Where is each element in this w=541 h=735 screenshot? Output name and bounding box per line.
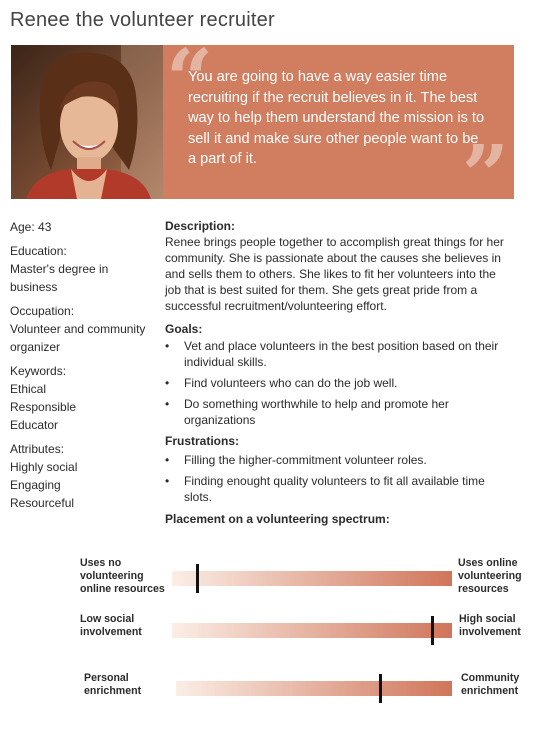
attribute: Engaging [10,478,61,492]
education [10,242,155,296]
frustration-text: Filling the higher-commitment volunteer roles. [184,453,427,467]
spectrum-marker [196,564,199,593]
keywords [10,362,155,434]
goals-list [165,338,515,428]
persona-title: Renee the volunteer recruiter [10,9,275,31]
quote-box [163,32,514,224]
spectrum-marker [431,616,434,645]
bullet-icon: • [165,474,170,488]
spectrum-bar [172,571,452,586]
description-text: Renee brings people together to accomplish great things for her community. She is passionate about the causes she believes in and sells them to others. She likes to fit her volunteers into the job that is best suited for them. She gets great pride from a successful recruitment/volunteering effort. [165,235,504,313]
goal-text: Vet and place volunteers in the best position based on their individual skills. [184,339,499,369]
spectrum-bar [172,623,452,638]
persona-quote: You are going to have a way easier time recruiting if the recruit believes in it. The best way to help them understand the mission is to sell it and make sure other people want to be a part of it. [188,69,485,167]
spectrum-left-label: Low social involvement [80,613,142,638]
bullet-icon: • [165,397,170,411]
bullet-icon: • [165,376,170,390]
spectrum-right-label: Community enrichment [461,672,520,697]
list-item [165,338,515,370]
occupation [10,302,155,356]
frustrations-label: Frustrations: [165,434,240,448]
occupation-value: Volunteer and community organizer [10,322,146,354]
goals-label: Goals: [165,322,203,336]
spectrum-title: Placement on a volunteering spectrum: [165,512,390,526]
education-label: Education: [10,244,67,258]
frustration-text: Finding enought quality volunteers to fit all available time slots. [184,474,485,504]
keyword: Responsible [10,400,77,414]
persona-facts [10,218,155,518]
frustrations-list [165,452,515,505]
list-item [165,452,515,468]
open-quote-icon: “ [166,32,214,128]
list-item [165,473,515,505]
list-item [165,375,515,391]
persona-photo [11,45,163,199]
persona-details [165,218,515,527]
spectrum-left-label: Uses no volunteering online resources [80,557,165,595]
spectrum-left-label: Personal enrichment [84,672,142,697]
goal-text: Do something worthwhile to help and promote her organizations [184,397,449,427]
occupation-label: Occupation: [10,304,75,318]
attribute: Resourceful [10,496,75,510]
education-value: Master's degree in business [10,262,109,294]
description-label: Description: [165,219,236,233]
description-section [165,218,515,314]
attribute: Highly social [10,460,78,474]
bullet-icon: • [165,339,170,353]
attributes [10,440,155,512]
age: Age: 43 [10,220,52,234]
spectrum-bar [176,681,452,696]
spectrum-right-label: Uses online volunteering resources [458,557,522,595]
keywords-label: Keywords: [10,364,67,378]
list-item [165,396,515,428]
spectrum-marker [379,674,382,703]
goals-section [165,321,515,428]
goal-text: Find volunteers who can do the job well. [184,376,398,390]
keyword: Educator [10,418,59,432]
keyword: Ethical [10,382,47,396]
frustrations-section [165,433,515,505]
attributes-label: Attributes: [10,442,65,456]
bullet-icon: • [165,453,170,467]
spectrum-right-label: High social involvement [459,613,521,638]
close-quote-icon: ” [461,128,509,224]
hero-banner [11,32,514,224]
